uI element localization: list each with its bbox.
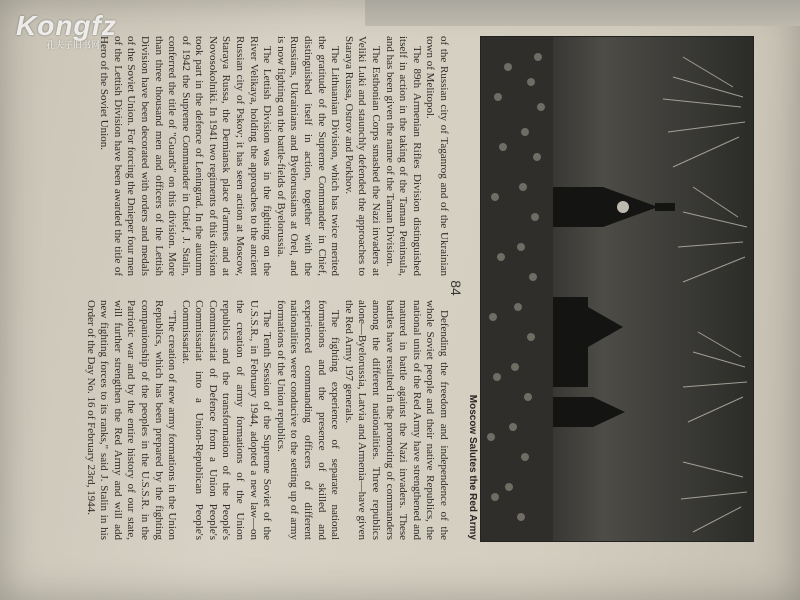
page-number: 84 (448, 280, 464, 296)
paragraph: of the Russian city of Taganrog and of the Ukrainian town of Melitopol. (424, 36, 450, 276)
paragraph: The fighting experience of separate national formations and the presence of skilled and experienced commanding officers of different nationalities were conducive to the setting up of army formations of the Union republics. (274, 300, 342, 540)
text-column-right (83, 300, 450, 540)
rotated-book-page (0, 6, 780, 566)
paragraph: The Esthonian Corps smashed the Nazi invaders at Veliki Luki and staunchly defended the approaches to Staraya Russa, Ostrov and Porkhov. (342, 36, 383, 276)
paragraph: Defending the freedom and independence of the whole Soviet people and their native Republics, the national units of the Red Army have strengthened and matured in battle against the Nazi invaders. These battles have resulted in the promoting of commanders among the different nationalities. Three republics alone—Byelorussia, Latvia and Armenia—have given the Red Army 197 generals. (342, 300, 450, 540)
paragraph: "The creation of new army formations in the Union Republics, which has been prepared by the fighting companionship of the peoples in the U.S.S.R. in the Patriotic war and by the entire history of our state, will further strengthen the Red Army and will add new fighting forces to its ranks," said J. Stalin in his Order of the Day No. 16 of February 23rd, 1944. (84, 300, 179, 540)
photo-moscow-salute (480, 36, 754, 542)
watermark-text: Kongfz (16, 10, 117, 41)
paragraph: The Tenth Session of the Supreme Soviet of the U.S.S.R., in February 1944, adopted a new law—on the creation of army formations of the Union republics and the transformation of the People's Commissariat of Defence from a Union People's Commissariat into a Union-Republican People's Commissariat. (179, 300, 274, 540)
watermark-subtext: 孔夫子旧书网 (46, 40, 101, 50)
paragraph: The Lettish Division was in the fighting on the River Velikaya, holding the approaches to the ancient Russian city of Pskov; it has seen action at Moscow, Staraya Russa, the Demiansk place d'armes and at Novosokolniki. In 1941 two regiments of this division took part in the defence of Leningrad. In the autumn of 1942 the Supreme Commander in Chief, J. Stalin, conferred the title of "Guards" on this division. More than three thousand men and officers of the Lettish Division have been decorated with orders and medals of the Soviet Union. For forcing the Dnieper four men of the Lettish Division have been awarded the title of Hero of the Soviet Union. (98, 36, 274, 276)
photo-illustration (481, 37, 753, 541)
paragraph: The 89th Armenian Rifles Division distinguished itself in action in the taking of the Taman Peninsula, and has been given the name of the Taman Division. (383, 36, 423, 276)
photo-caption: Moscow Salutes the Red Army (467, 394, 478, 540)
watermark-logo (16, 10, 166, 58)
paragraph: The Lithuanian Division, which has twice merited the gratitude of the Supreme Commander in Chief, distinguished itself in action, together with the Russians, Ukrainians and Byelorussians at Orel, and is now fighting on the battle-fields of Byelorussia. (274, 36, 342, 276)
text-column-left (97, 36, 450, 276)
